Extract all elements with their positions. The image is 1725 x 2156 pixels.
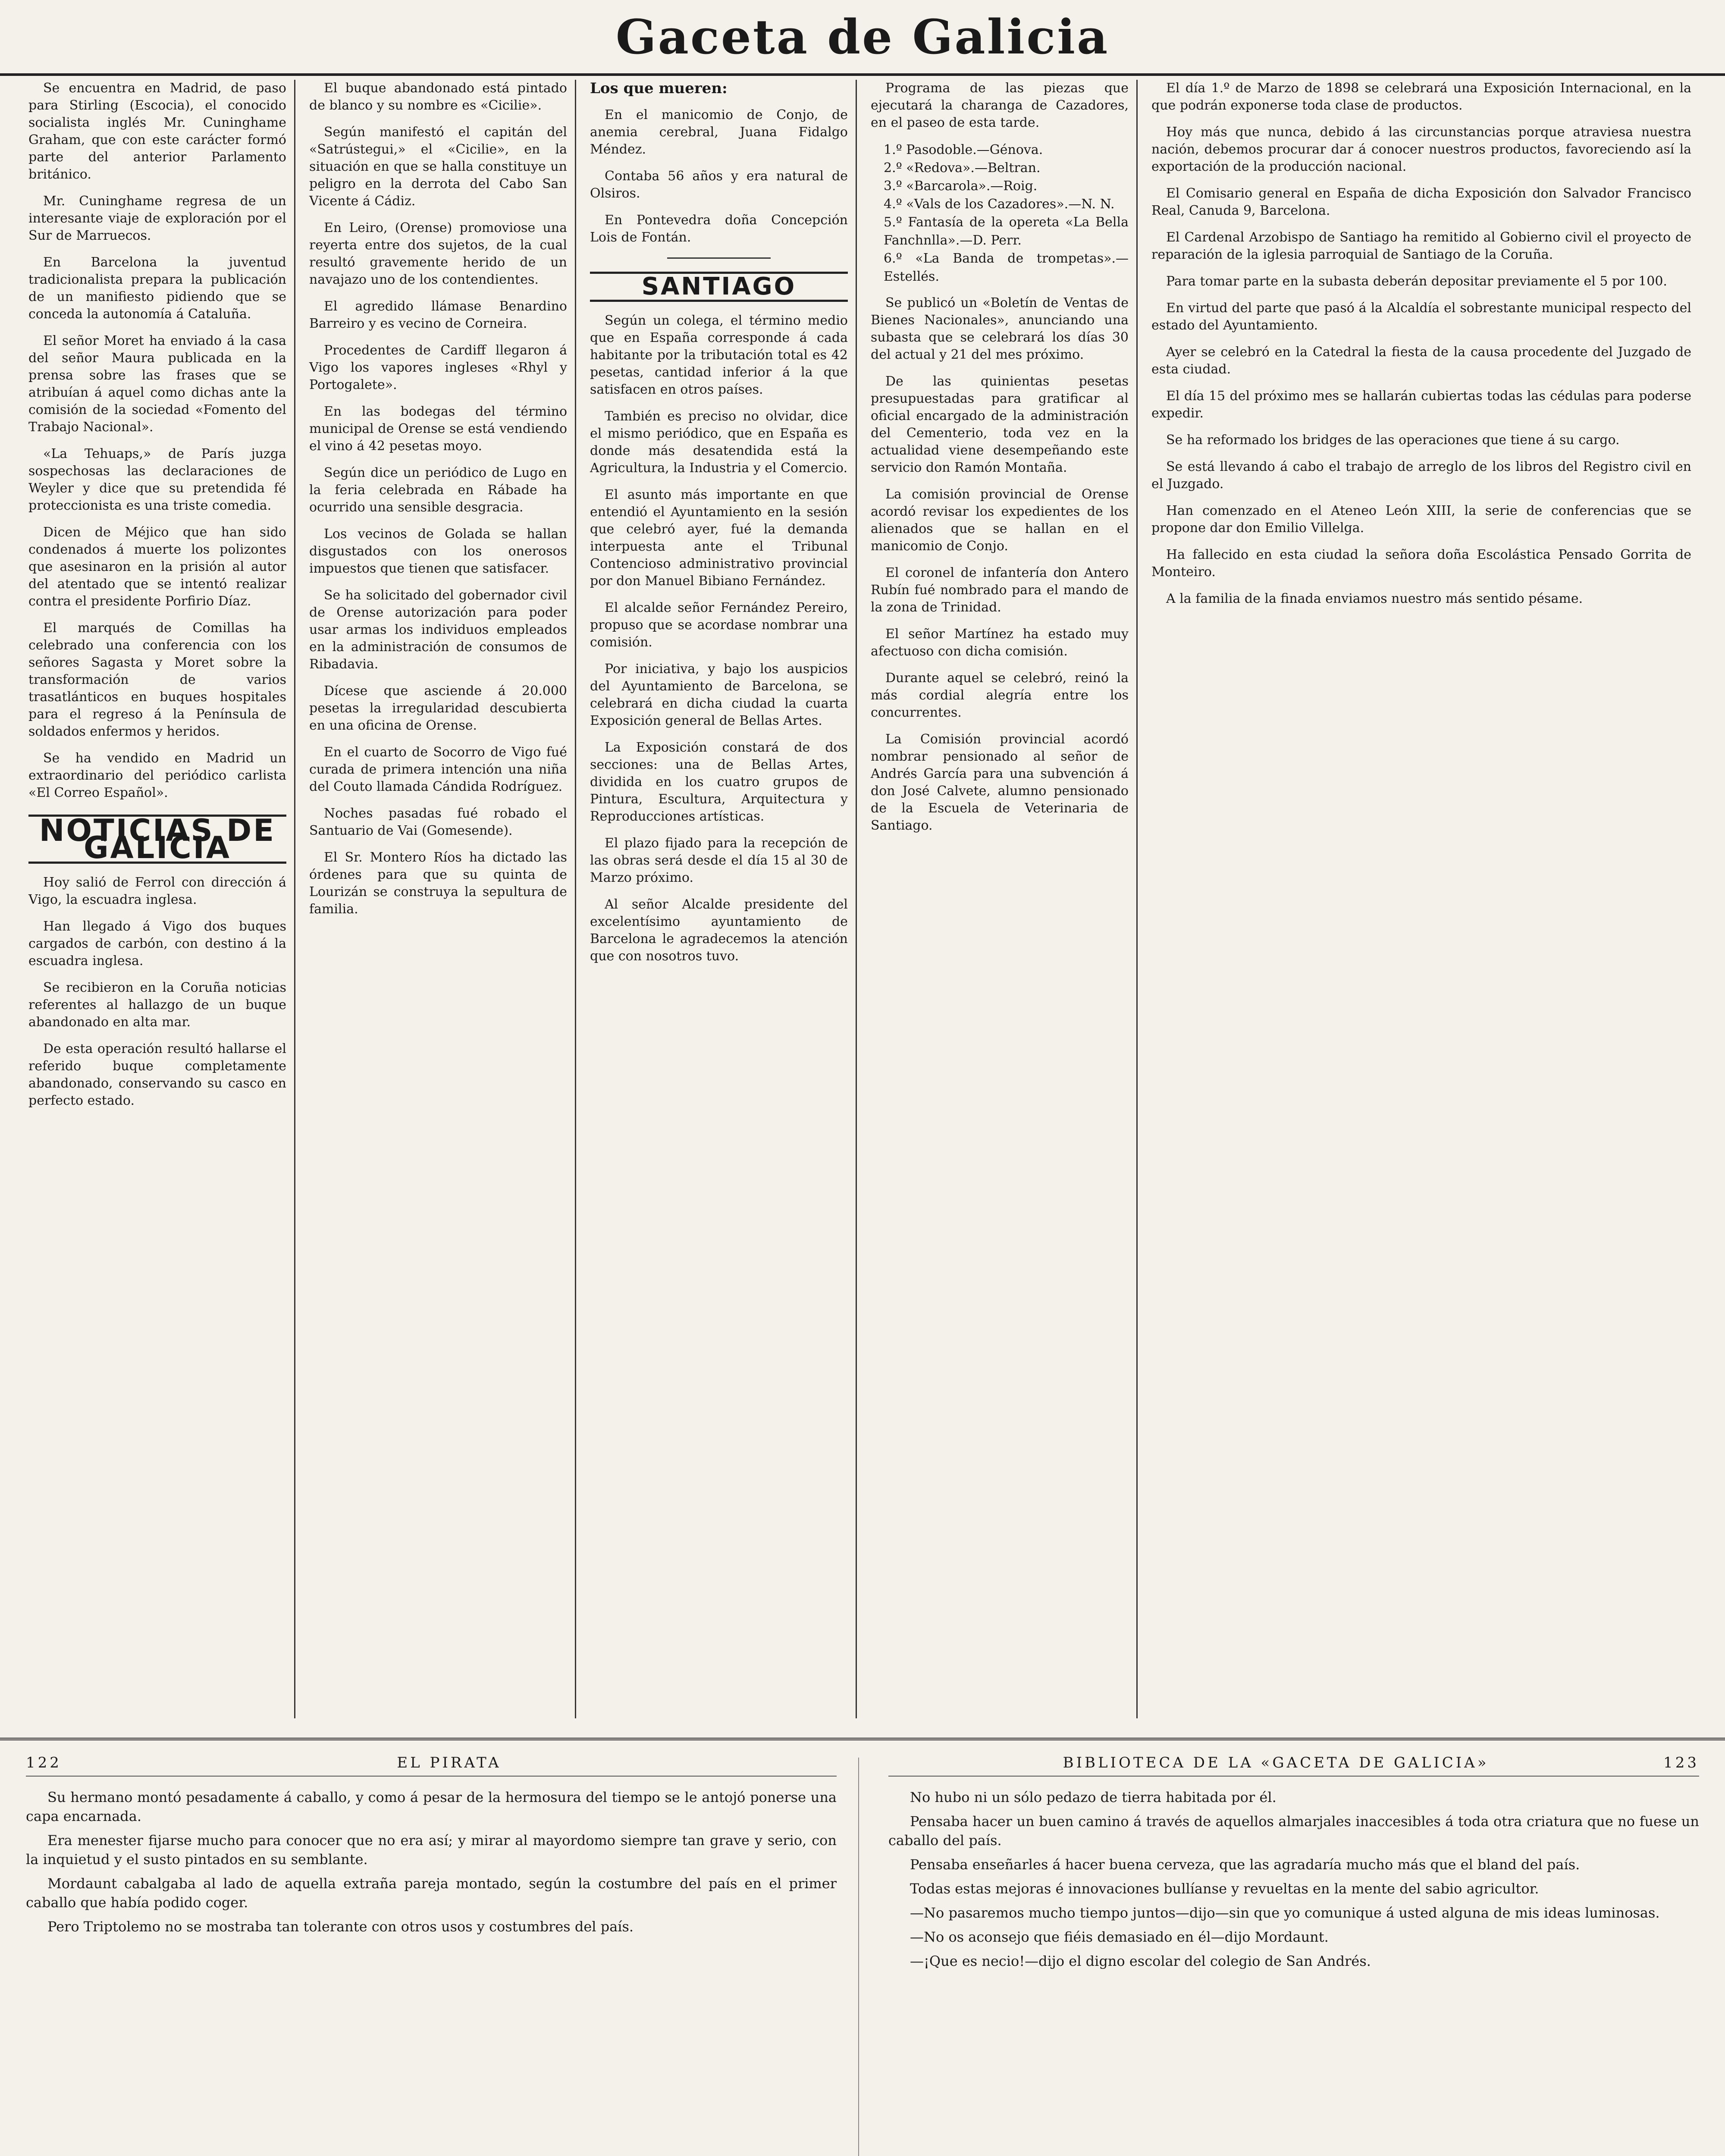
novel-left-text	[26, 1788, 837, 1936]
program-item: 1.º Pasodoble.—Génova.	[884, 142, 1043, 157]
news-paragraph: El marqués de Comillas ha celebrado una conferencia con los señores Sagasta y Moret sobre la transformación de varios trasatlánticos en buques hospitales para el regreso á la Península de soldados enfermos y heridos.	[28, 620, 286, 739]
news-paragraph: Según un colega, el término medio que en España corresponde á cada habitante por la tributación total es 42 pesetas, cantidad inferior á la que satisfacen en otros países.	[590, 313, 848, 397]
news-paragraph: Ha fallecido en esta ciudad la señora doña Escolástica Pensado Gorrita de Monteiro.	[1151, 547, 1691, 580]
news-paragraph: El alcalde señor Fernández Pereiro, propuso que se acordase nombrar una comisión.	[590, 600, 848, 650]
news-paragraph: El día 1.º de Marzo de 1898 se celebrará una Exposición Internacional, en la que podrán exponerse toda clase de productos.	[1151, 81, 1691, 113]
news-paragraph: El coronel de infantería don Antero Rubín fué nombrado para el mando de la zona de Trinidad.	[871, 565, 1129, 615]
subhead-los-que-mueren: Los que mueren:	[590, 80, 728, 97]
page-number-left: 122	[26, 1754, 62, 1771]
news-paragraph: Hoy más que nunca, debido á las circunstancias porque atraviesa nuestra nación, debemos procurar dar á conocer nuestros productos, favoreciendo así la exportación de la producción nacional.	[1151, 125, 1691, 174]
news-paragraph: El Sr. Montero Ríos ha dictado las órdenes para que su quinta de Lourizán se construya la sepultura de familia.	[309, 850, 567, 917]
news-paragraph: En virtud del parte que pasó á la Alcaldía el sobrestante municipal respecto del estado del Ayuntamiento.	[1151, 301, 1691, 333]
novel-paragraph: Su hermano montó pesadamente á caballo, y como á pesar de la hermosura del tiempo se le antojó ponerse una capa encarnada.	[26, 1789, 837, 1824]
column-3-paragraphs	[590, 80, 848, 246]
news-paragraph: En Leiro, (Orense) promoviose una reyerta entre dos sujetos, de la cual resultó gravemente herido de un navajazo uno de los contendientes.	[309, 220, 567, 287]
novel-paragraph: Pero Triptolemo no se mostraba tan tolerante con otros usos y costumbres del país.	[47, 1918, 634, 1935]
news-paragraph: Dícese que asciende á 20.000 pesetas la irregularidad descubierta en una oficina de Orense.	[309, 683, 567, 733]
news-paragraph: Se ha solicitado del gobernador civil de Orense autorización para poder usar armas los individuos empleados en la administración de consumos de Ribadavia.	[309, 588, 567, 672]
novel-paragraph: Pensaba hacer un buen camino á través de aquellos almarjales inaccesibles á toda otra criatura que no fuese un caballo del país.	[888, 1813, 1699, 1849]
news-paragraph: Por iniciativa, y bajo los auspicios del Ayuntamiento de Barcelona, se celebrará en dicha ciudad la cuarta Exposición general de Bellas Artes.	[590, 661, 848, 728]
news-paragraph: Contaba 56 años y era natural de Olsiros.	[590, 169, 848, 201]
novel-page-left	[26, 1753, 837, 2156]
news-paragraph: La comisión provincial de Orense acordó revisar los expedientes de los alienados que se hallan en el manicomio de Conjo.	[871, 487, 1129, 554]
news-paragraph: Han llegado á Vigo dos buques cargados de carbón, con destino á la escuadra inglesa.	[28, 919, 286, 968]
masthead	[0, 0, 1725, 76]
news-paragraph: En Barcelona la juventud tradicionalista prepara la publicación de un manifiesto pidiendo que se conceda la autonomía á Cataluña.	[28, 255, 286, 322]
news-paragraph: Han comenzado en el Ateneo León XIII, la serie de conferencias que se propone dar don Emilio Villelga.	[1151, 503, 1691, 536]
program-item: 3.º «Barcarola».—Roig.	[884, 179, 1038, 194]
news-paragraph: Los vecinos de Golada se hallan disgustados con los onerosos impuestos que tienen que satisfacer.	[309, 526, 567, 576]
news-paragraph: De las quinientas pesetas presupuestadas para gratificar al oficial encargado de la administración del Cementerio, toda vez en la actualidad viene desempeñando este servicio don Ramón Montaña.	[871, 374, 1129, 475]
column-2	[307, 80, 576, 1718]
news-paragraph: Procedentes de Cardiff llegaron á Vigo los vapores ingleses «Rhyl y Portogalete».	[309, 343, 567, 392]
news-paragraph: El señor Moret ha enviado á la casa del señor Maura publicada en la prensa sobre las frases que se atribuían á aquel como dichas ante la comisión de la sociedad «Fomento del Trabajo Nacional».	[28, 333, 286, 435]
news-paragraph: A la familia de la finada enviamos nuestro más sentido pésame.	[1166, 591, 1583, 606]
news-columns	[26, 80, 1699, 1718]
news-paragraph: De esta operación resultó hallarse el referido buque completamente abandonado, conservando su casco en perfecto estado.	[28, 1041, 286, 1108]
news-paragraph: Se publicó un «Boletín de Ventas de Bienes Nacionales», anunciando una subasta que se celebrará los días 30 del actual y 21 del mes próximo.	[871, 295, 1129, 362]
news-paragraph: Programa de las piezas que ejecutará la charanga de Cazadores, en el paseo de esta tarde.	[871, 81, 1129, 130]
news-paragraph: «La Tehuaps,» de París juzga sospechosas las declaraciones de Weyler y dice que su pretendida fé proteccionista es una triste comedia.	[28, 446, 286, 513]
novel-paragraph: Todas estas mejoras é innovaciones bullíanse y revueltas en la mente del sabio agricultor.	[910, 1880, 1539, 1897]
news-paragraph: Según dice un periódico de Lugo en la feria celebrada en Rábade ha ocurrido una sensible desgracia.	[309, 465, 567, 515]
news-paragraph: Se recibieron en la Coruña noticias referentes al hallazgo de un buque abandonado en alta mar.	[28, 980, 286, 1030]
page-gutter	[858, 1758, 859, 2156]
page-header-right	[888, 1753, 1699, 1777]
news-paragraph: Al señor Alcalde presidente del excelentísimo ayuntamiento de Barcelona le agradecemos la atención que con nosotros tuvo.	[590, 897, 848, 964]
santiago-paragraphs	[590, 312, 848, 965]
column-4-paragraphs	[871, 295, 1129, 834]
program-item: 5.º Fantasía de la opereta «La Bella Fanchnlla».—D. Perr.	[884, 215, 1129, 248]
news-paragraph: En las bodegas del término municipal de Orense se está vendiendo el vino á 42 pesetas moyo.	[309, 404, 567, 454]
news-paragraph: En Pontevedra doña Concepción Lois de Fontán.	[590, 213, 848, 245]
column-4-intro	[871, 80, 1129, 132]
news-paragraph: El buque abandonado está pintado de blanco y su nombre es «Cicilie».	[309, 81, 567, 113]
column-5	[1149, 80, 1699, 1718]
news-paragraph: En el cuarto de Socorro de Vigo fué curada de primera intención una niña del Couto llamada Cándida Rodríguez.	[309, 745, 567, 794]
column-1	[26, 80, 295, 1718]
news-paragraph: Se ha vendido en Madrid un extraordinario del periódico carlista «El Correo Español».	[28, 751, 286, 800]
news-paragraph: Se encuentra en Madrid, de paso para Stirling (Escocia), el conocido socialista inglés Mr. Cuninghame Graham, que con este carácter formó parte del anterior Parlamento británico.	[28, 81, 286, 182]
news-paragraph: Para tomar parte en la subasta deberán depositar previamente el 5 por 100.	[1166, 274, 1667, 289]
program-item: 4.º «Vals de los Cazadores».—N. N.	[884, 197, 1115, 212]
novel-paragraph: Pensaba enseñarles á hacer buena cerveza, que las agradaría mucho más que el bland del país.	[910, 1856, 1580, 1873]
news-paragraph: También es preciso no olvidar, dice el mismo periódico, que en España es donde más desatendida está la Agricultura, la Industria y el Comercio.	[590, 409, 848, 476]
running-head-right: BIBLIOTECA DE LA «GACETA DE GALICIA»	[1063, 1754, 1489, 1771]
novel-paragraph: Mordaunt cabalgaba al lado de aquella extraña pareja montado, según la costumbre del país en el primer caballo que había podido coger.	[26, 1875, 837, 1911]
running-head-left: EL PIRATA	[397, 1754, 502, 1771]
news-paragraph: Ayer se celebró en la Catedral la fiesta de la causa procedente del Juzgado de esta ciudad.	[1151, 345, 1691, 377]
serial-novel-pages	[0, 1738, 1725, 2156]
news-paragraph: Hoy salió de Ferrol con dirección á Vigo, la escuadra inglesa.	[28, 875, 286, 907]
column-2-paragraphs	[309, 80, 567, 918]
column-1-paragraphs	[28, 80, 286, 802]
news-paragraph: El plazo fijado para la recepción de las obras será desde el día 15 al 30 de Marzo próximo.	[590, 836, 848, 885]
news-paragraph: El señor Martínez ha estado muy afectuoso con dicha comisión.	[871, 627, 1129, 659]
news-paragraph: Dicen de Méjico que han sido condenados á muerte los polizontes que asesinaron en la prisión al autor del atentado que se intentó realizar contra el presidente Porfirio Díaz.	[28, 525, 286, 609]
section-title-santiago: SANTIAGO	[590, 272, 848, 302]
news-paragraph: Según manifestó el capitán del «Satrústegui,» el «Cicilie», en la situación en que se halla constituye un peligro en la derrota del Cabo San Vicente á Cádiz.	[309, 125, 567, 209]
news-paragraph: El agredido llámase Benardino Barreiro y es vecino de Corneira.	[309, 299, 567, 331]
page-number-right: 123	[1663, 1754, 1699, 1771]
news-paragraph: Durante aquel se celebró, reinó la más cordial alegría entre los concurrentes.	[871, 671, 1129, 720]
program-item: 6.º «La Banda de trompetas».—Estellés.	[884, 251, 1129, 284]
novel-page-right	[888, 1753, 1699, 2156]
news-paragraph: La Comisión provincial acordó nombrar pensionado al señor de Andrés García para una subvención á don José Calvete, alumno pensionado de la Escuela de Veterinaria de Santiago.	[871, 732, 1129, 833]
news-paragraph: Mr. Cuninghame regresa de un interesante viaje de exploración por el Sur de Marruecos.	[28, 194, 286, 243]
news-paragraph: En el manicomio de Conjo, de anemia cerebral, Juana Fidalgo Méndez.	[590, 107, 848, 157]
column-5-paragraphs	[1151, 80, 1691, 608]
novel-right-text	[888, 1788, 1699, 1971]
news-paragraph: El Cardenal Arzobispo de Santiago ha remitido al Gobierno civil el proyecto de reparación de la iglesia parroquial de Santiago de la Coruña.	[1151, 230, 1691, 262]
divider-rule	[667, 257, 770, 259]
column-3	[587, 80, 857, 1718]
page-header-left	[26, 1753, 837, 1777]
newspaper-title: Gaceta de Galicia	[615, 9, 1110, 65]
news-paragraph: El asunto más importante en que entendió el Ayuntamiento en la sesión que celebró ayer, fué la demanda interpuesta ante el Tribunal Contencioso administrativo provincial por don Manuel Bibiano Fernández.	[590, 487, 848, 589]
news-paragraph: Noches pasadas fué robado el Santuario de Vai (Gomesende).	[309, 806, 567, 838]
novel-paragraph: No hubo ni un sólo pedazo de tierra habitada por él.	[910, 1789, 1276, 1805]
program-item: 2.º «Redova».—Beltran.	[884, 160, 1041, 175]
novel-paragraph: —No os aconsejo que fiéis demasiado en él—dijo Mordaunt.	[910, 1929, 1329, 1945]
novel-paragraph: —No pasaremos mucho tiempo juntos—dijo—sin que yo comunique á usted alguna de mis ideas luminosas.	[910, 1905, 1660, 1921]
section-title-noticias-de-galicia: NOTICIAS DE GALICIA	[28, 815, 286, 864]
novel-paragraph: Era menester fijarse mucho para conocer que no era así; y mirar al mayordomo siempre tan grave y serio, con la inquietud y el susto pintados en su semblante.	[26, 1832, 837, 1868]
news-paragraph: Se ha reformado los bridges de las operaciones que tiene á su cargo.	[1166, 432, 1620, 448]
band-program-list	[884, 141, 1129, 286]
noticias-galicia-paragraphs	[28, 874, 286, 1109]
news-paragraph: Se está llevando á cabo el trabajo de arreglo de los libros del Registro civil en el Juzgado.	[1151, 459, 1691, 492]
news-paragraph: El Comisario general en España de dicha Exposición don Salvador Francisco Real, Canuda 9, Barcelona.	[1151, 186, 1691, 218]
news-paragraph: La Exposición constará de dos secciones: una de Bellas Artes, dividida en los cuatro grupos de Pintura, Escultura, Arquitectura y Reproducciones artísticas.	[590, 740, 848, 824]
news-paragraph: El día 15 del próximo mes se hallarán cubiertas todas las cédulas para poderse expedir.	[1151, 389, 1691, 421]
novel-paragraph: —¡Que es necio!—dijo el digno escolar del colegio de San Andrés.	[910, 1953, 1371, 1969]
column-4	[868, 80, 1138, 1718]
